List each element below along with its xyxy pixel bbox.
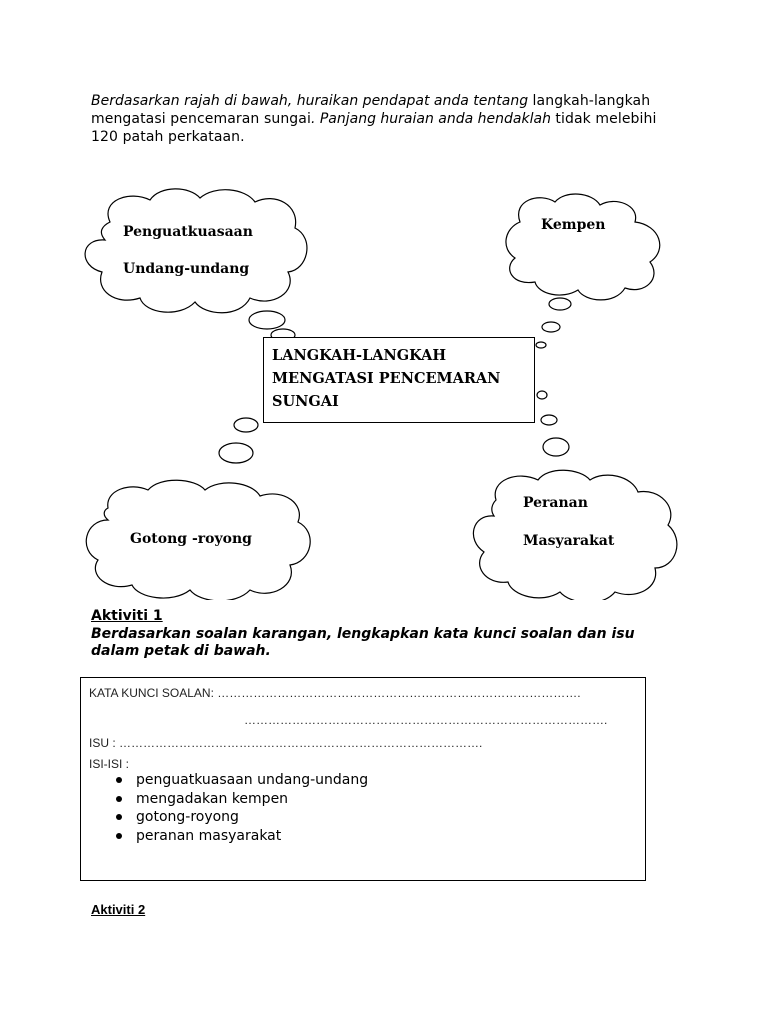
intro-part5: . [240, 129, 245, 145]
intro-part3: . Panjang huraian anda hendaklah [310, 111, 556, 127]
thought-bubble [549, 298, 571, 310]
thought-bubble [537, 391, 547, 399]
answer-box [80, 677, 646, 881]
intro-part4: tidak melebihi 120 patah perkataan [91, 111, 657, 145]
thought-bubble [249, 311, 285, 329]
list-item: peranan masyarakat [114, 827, 368, 846]
center-topic-line-1: LANGKAH-LANGKAH [272, 347, 447, 364]
kata-kunci-row: KATA KUNCI SOALAN: ………………………………………………………………………………. [89, 686, 581, 700]
cloud-top-right-label: Kempen [541, 217, 606, 233]
isi-list [114, 771, 368, 845]
intro-part2: langkah-langkah mengatasi pencemaran sungai [91, 93, 651, 127]
center-topic-line-2: MENGATASI PENCEMARAN [272, 370, 501, 387]
thought-bubble [543, 438, 569, 456]
activity2-title: Aktiviti 2 [91, 902, 146, 917]
center-topic-line-3: SUNGAI [272, 393, 339, 410]
cloud-bottom-right-label-1: Peranan [523, 495, 588, 511]
thought-bubble [542, 322, 560, 332]
cloud-bottom-left-label: Gotong -royong [130, 531, 252, 547]
cloud-bottom-right-label-2: Masyarakat [523, 533, 615, 549]
intro-part1: Berdasarkan rajah di bawah, huraikan pendapat anda tentang [91, 93, 533, 109]
activity1-instruction: Berdasarkan soalan karangan, lengkapkan kata kunci soalan dan isu dalam petak di bawah. [91, 626, 635, 659]
activity1-title: Aktiviti 1 [91, 608, 163, 624]
kata-kunci-continuation: ………………………………………………………………………………. [244, 713, 608, 727]
isi-isi-label: ISI-ISI : [89, 757, 130, 771]
thought-bubble [541, 415, 557, 425]
cloud-top-left-label-2: Undang-undang [123, 261, 250, 277]
cloud-top-left [85, 189, 307, 313]
list-item: gotong-royong [114, 808, 368, 827]
cloud-top-right [506, 194, 660, 300]
thought-bubble [234, 418, 258, 432]
list-item: penguatkuasaan undang-undang [114, 771, 368, 790]
center-topic-box [263, 337, 535, 423]
thought-bubble [219, 443, 253, 463]
cloud-top-left-label-1: Penguatkuasaan [123, 224, 253, 240]
list-item: mengadakan kempen [114, 790, 368, 809]
isu-row: ISU : ………………………………………………………………………………. [89, 736, 483, 750]
thought-bubble [536, 342, 546, 348]
